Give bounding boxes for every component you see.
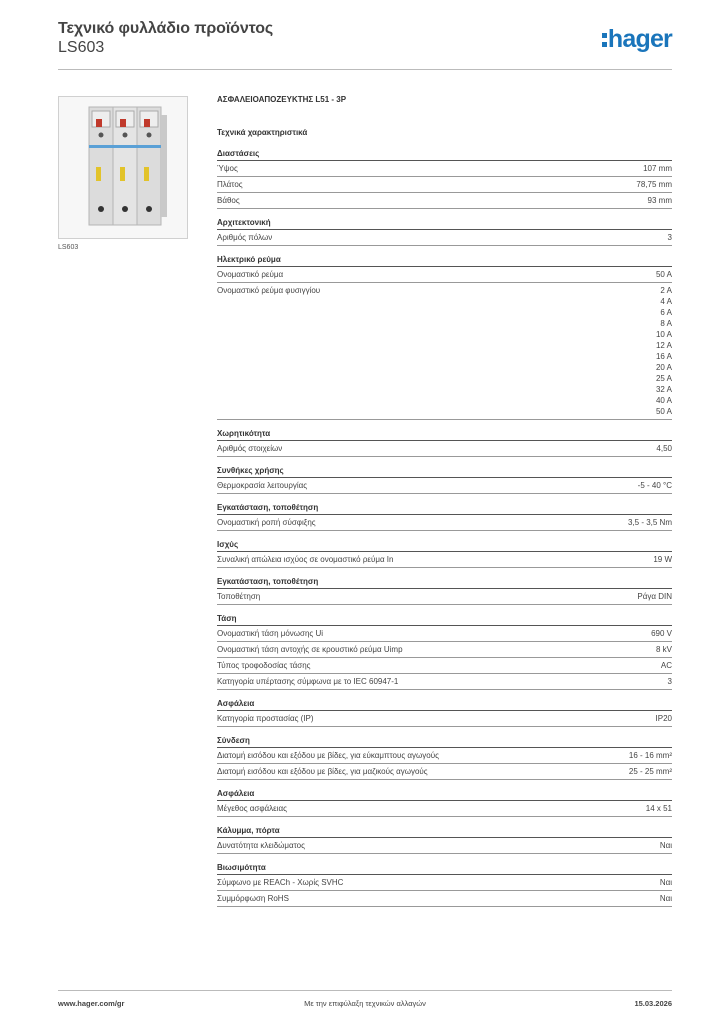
product-image xyxy=(58,96,188,239)
spec-row xyxy=(217,626,672,642)
spec-value: 14 x 51 xyxy=(645,804,672,813)
spec-groups xyxy=(217,149,672,907)
spec-row xyxy=(217,230,672,246)
spec-group xyxy=(217,255,672,420)
spec-value: 19 W xyxy=(653,555,672,564)
spec-label: Κατηγορία προστασίας (IP) xyxy=(217,714,314,723)
spec-label: Σύμφωνο με REACh - Χωρίς SVHC xyxy=(217,878,344,887)
spec-label: Θερμοκρασία λειτουργίας xyxy=(217,481,308,490)
footer-website-link[interactable]: www.hager.com/gr xyxy=(58,999,125,1008)
spec-value: 32 A xyxy=(655,385,672,394)
spec-group xyxy=(217,736,672,780)
spec-row xyxy=(217,441,672,457)
spec-value: Ναι xyxy=(659,878,672,887)
spec-value: 690 V xyxy=(651,629,672,638)
spec-value: 8 kV xyxy=(655,645,672,654)
spec-value-list xyxy=(656,285,672,417)
spec-group xyxy=(217,614,672,690)
spec-value: 50 A xyxy=(655,407,672,416)
spec-label: Συμμόρφωση RoHS xyxy=(217,894,289,903)
spec-label: Τοποθέτηση xyxy=(217,592,261,601)
spec-group xyxy=(217,699,672,727)
spec-value: 25 A xyxy=(655,374,672,383)
spec-row xyxy=(217,589,672,605)
spec-label: Διατομή εισόδου και εξόδου με βίδες, για μαζικούς αγωγούς xyxy=(217,767,428,776)
spec-value: Ναι xyxy=(659,841,672,850)
spec-row xyxy=(217,161,672,177)
spec-group-title: Ισχύς xyxy=(217,540,672,552)
spec-label: Ονομαστικό ρεύμα xyxy=(217,270,284,279)
spec-value: 107 mm xyxy=(643,164,672,173)
spec-row xyxy=(217,642,672,658)
spec-group-title: Σύνδεση xyxy=(217,736,672,748)
spec-row xyxy=(217,838,672,854)
spec-label: Ονομαστική ροπή σύσφιξης xyxy=(217,518,316,527)
spec-row xyxy=(217,875,672,891)
spec-value: 40 A xyxy=(655,396,672,405)
spec-row xyxy=(217,711,672,727)
product-reference: LS603 xyxy=(58,39,105,56)
specification-panel xyxy=(217,95,672,916)
spec-value: 20 A xyxy=(655,363,672,372)
hager-logo xyxy=(602,27,672,52)
spec-group xyxy=(217,863,672,907)
spec-value: 25 - 25 mm² xyxy=(628,767,672,776)
spec-value: 3 xyxy=(667,677,672,686)
spec-label: Αριθμός στοιχείων xyxy=(217,444,283,453)
spec-label: Κατηγορία υπέρτασης σύμφωνα με το IEC 60947-1 xyxy=(217,677,399,686)
spec-group-title: Εγκατάσταση, τοποθέτηση xyxy=(217,503,672,515)
spec-label: Ονομαστικό ρεύμα φυσιγγίου xyxy=(217,286,321,295)
spec-row xyxy=(217,478,672,494)
logo-text: hager xyxy=(607,25,672,53)
spec-label: Ύψος xyxy=(217,164,238,173)
spec-label: Ονομαστική τάση μόνωσης Ui xyxy=(217,629,324,638)
spec-value: 50 A xyxy=(655,270,672,279)
logo-colon-icon xyxy=(602,33,607,47)
spec-group-title: Κάλυμμα, πόρτα xyxy=(217,826,672,838)
spec-row xyxy=(217,748,672,764)
header-divider xyxy=(58,69,672,70)
spec-group-title: Αρχιτεκτονική xyxy=(217,218,672,230)
spec-value: 3,5 - 3,5 Nm xyxy=(627,518,672,527)
spec-value: 4,50 xyxy=(656,444,672,453)
spec-group-title: Διαστάσεις xyxy=(217,149,672,161)
spec-group-title: Χωρητικότητα xyxy=(217,429,672,441)
spec-value: AC xyxy=(660,661,672,670)
spec-row xyxy=(217,193,672,209)
spec-group-title: Ηλεκτρικό ρεύμα xyxy=(217,255,672,267)
spec-group-title: Ασφάλεια xyxy=(217,789,672,801)
spec-label: Δυνατότητα κλειδώματος xyxy=(217,841,305,850)
spec-label: Διατομή εισόδου και εξόδου με βίδες, για εύκαμπτους αγωγούς xyxy=(217,751,439,760)
spec-group xyxy=(217,503,672,531)
spec-value: 16 - 16 mm² xyxy=(628,751,672,760)
spec-group xyxy=(217,826,672,854)
spec-group xyxy=(217,577,672,605)
spec-value: 3 xyxy=(667,233,672,242)
spec-row xyxy=(217,801,672,817)
spec-value: 8 A xyxy=(660,319,672,328)
spec-group xyxy=(217,789,672,817)
spec-value: 6 A xyxy=(660,308,672,317)
spec-group xyxy=(217,149,672,209)
product-image-caption: LS603 xyxy=(58,244,79,251)
footer-date: 15.03.2026 xyxy=(634,999,672,1008)
spec-group xyxy=(217,540,672,568)
spec-group-title: Βιωσιμότητα xyxy=(217,863,672,875)
spec-row xyxy=(217,674,672,690)
spec-group-title: Συνθήκες χρήσης xyxy=(217,466,672,478)
spec-value: 78,75 mm xyxy=(636,180,672,189)
spec-group-title: Εγκατάσταση, τοποθέτηση xyxy=(217,577,672,589)
spec-row xyxy=(217,515,672,531)
spec-group xyxy=(217,429,672,457)
spec-value: -5 - 40 °C xyxy=(637,481,672,490)
document-title: Τεχνικό φυλλάδιο προϊόντος xyxy=(58,20,274,37)
spec-row xyxy=(217,267,672,283)
spec-group-title: Ασφάλεια xyxy=(217,699,672,711)
spec-row xyxy=(217,764,672,780)
spec-label: Μέγεθος ασφάλειας xyxy=(217,804,287,813)
spec-value: 4 A xyxy=(660,297,672,306)
spec-row xyxy=(217,552,672,568)
spec-label: Βάθος xyxy=(217,196,240,205)
spec-label: Πλάτος xyxy=(217,180,243,189)
spec-section-title: Τεχνικά χαρακτηριστικά xyxy=(217,128,308,137)
spec-value: 2 A xyxy=(660,286,672,295)
spec-row xyxy=(217,658,672,674)
footer-note: Με την επιφύλαξη τεχνικών αλλαγών xyxy=(304,999,426,1008)
document-header xyxy=(58,20,273,57)
spec-group xyxy=(217,218,672,246)
spec-value: Ράγα DIN xyxy=(637,592,672,601)
spec-value: 12 A xyxy=(655,341,672,350)
spec-value: 10 A xyxy=(655,330,672,339)
footer-divider xyxy=(58,990,672,991)
product-name: ΑΣΦΑΛΕΙΟΑΠΟΖΕΥΚΤΗΣ L51 - 3P xyxy=(217,95,347,104)
spec-value: 93 mm xyxy=(647,196,672,205)
spec-group xyxy=(217,466,672,494)
spec-label: Ονομαστική τάση αντοχής σε κρουστικό ρεύμα Uimp xyxy=(217,645,403,654)
spec-group-title: Τάση xyxy=(217,614,672,626)
spec-label: Τύπος τροφοδοσίας τάσης xyxy=(217,661,311,670)
spec-label: Συναλική απώλεια ισχύος σε ονομαστικό ρεύμα In xyxy=(217,555,394,564)
spec-value: IP20 xyxy=(655,714,672,723)
spec-row xyxy=(217,177,672,193)
spec-row xyxy=(217,283,672,420)
spec-value: 16 A xyxy=(655,352,672,361)
spec-row xyxy=(217,891,672,907)
spec-label: Αριθμός πόλων xyxy=(217,233,273,242)
spec-value: Ναι xyxy=(659,894,672,903)
